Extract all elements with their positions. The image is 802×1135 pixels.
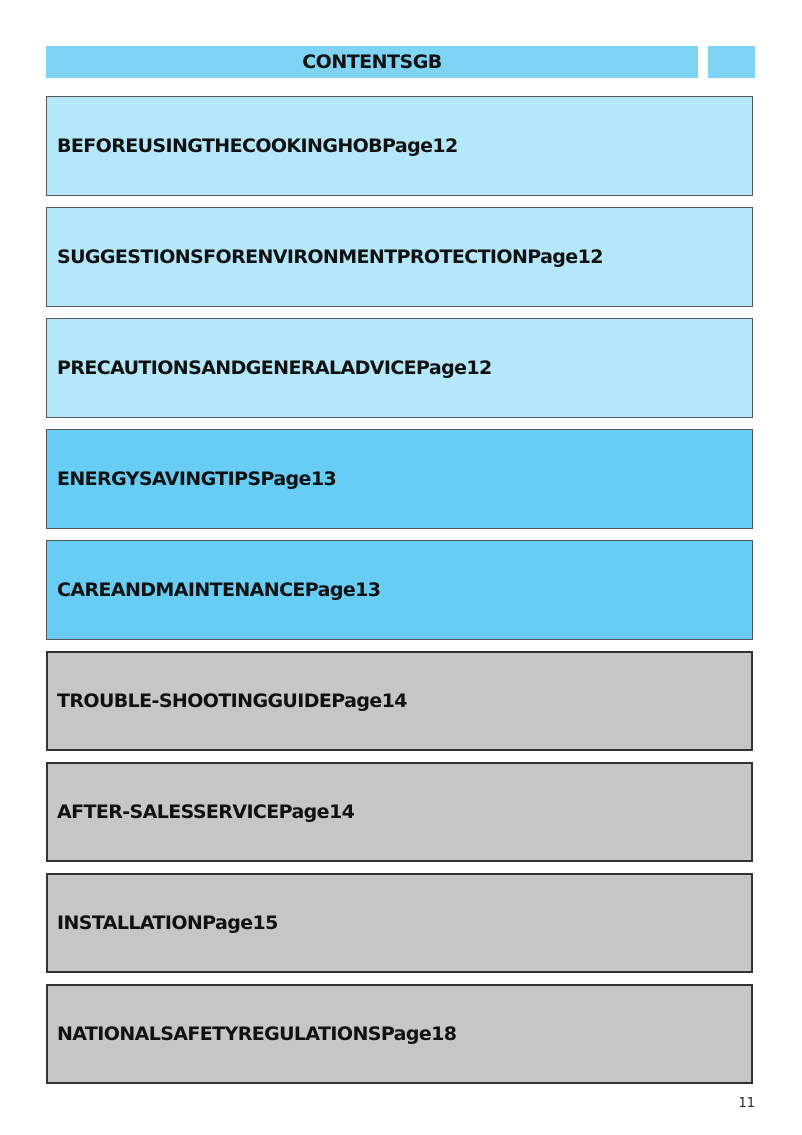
toc-entry-label: SUGGESTIONSFORENVIRONMENTPROTECTIONPage12 [57, 246, 603, 268]
toc-entry[interactable] [46, 762, 753, 862]
toc-entry-label: NATIONALSAFETYREGULATIONSPage18 [57, 1023, 457, 1045]
toc-entry[interactable] [46, 651, 753, 751]
page-number: 11 [738, 1096, 755, 1111]
toc-entry[interactable] [46, 540, 753, 640]
toc-entry-label: BEFOREUSINGTHECOOKINGHOBPage12 [57, 135, 458, 157]
toc-entry-label: INSTALLATIONPage15 [57, 912, 278, 934]
toc-entry[interactable] [46, 873, 753, 973]
toc-entry-label: PRECAUTIONSANDGENERALADVICEPage12 [57, 357, 492, 379]
toc-entry-label: TROUBLE-SHOOTINGGUIDEPage14 [57, 690, 407, 712]
toc-entry[interactable] [46, 96, 753, 196]
contents-title: CONTENTSGB [302, 51, 442, 73]
toc-entry[interactable] [46, 984, 753, 1084]
toc-entry-label: ENERGYSAVINGTIPSPage13 [57, 468, 337, 490]
toc-entry[interactable] [46, 318, 753, 418]
toc-entry-label: CAREANDMAINTENANCEPage13 [57, 579, 381, 601]
contents-header-bar [46, 46, 698, 78]
toc-entry[interactable] [46, 429, 753, 529]
toc-entry[interactable] [46, 207, 753, 307]
toc-entry-label: AFTER-SALESSERVICEPage14 [57, 801, 355, 823]
header-side-block [708, 46, 755, 78]
